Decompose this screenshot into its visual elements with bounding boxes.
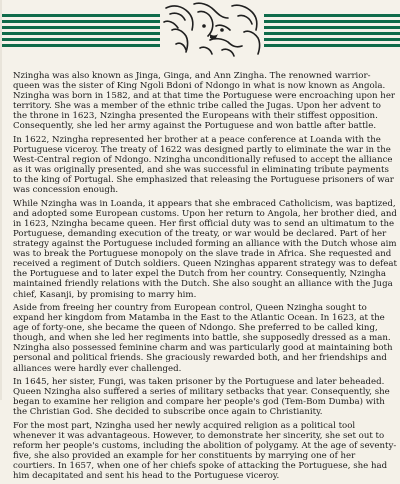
paragraph: Nzingha was also known as Jinga, Ginga, and Ann Zingha. The renowned warrior-queen was the sister of King Ngoli Bdoni of Ndongo in what is now known as Angola. Nzingha was born in 1582, and at that time the Portuguese were encroaching upon her territory. She was a member of the ethnic tribe called the Jugas. Upon her advent to the throne in 1623, Nzingha presented the Europeans with their stiffest opposition. Consequently, she led her army against the Portuguese and won battle after battle. (13, 71, 396, 132)
article-body (13, 71, 397, 484)
paragraph: Aside from freeing her country from European control, Queen Nzingha sought to expand her kingdom from Matamba in the East to the Atlantic Ocean. In 1623, at the age of forty-one, she became the queen of Ndongo. She preferred to be called king, though, and when she led her regiments into battle, she supposedly dressed as a man. Nzingha also possessed feminine charm and was particularly good at maintaining both personal and political friends. She graciously rewarded both, and her friendships and alliances were hardly ever challenged. (13, 302, 393, 374)
paragraph: For the most part, Nzingha used her newly acquired religion as a political tool whenever it was advantageous. However, to demonstrate her sincerity, she set out to reform her people's customs, including the abolition of polygamy. At the age of seventy-five, she also provided an example for her constituents by marrying one of her courtiers. In 1657, when one of her chiefs spoke of attacking the Portuguese, she had him decapitated and sent his head to the Portuguese viceroy. (13, 420, 397, 482)
paragraph: In 1645, her sister, Fungi, was taken prisoner by the Portuguese and later beheaded. Queen Nzingha also suffered a series of military setbacks that year. Consequently, she began to examine her religion and compare her people's god (Tem-Bom Dumba) with the Christian God. She decided to subscribe once again to Christianity. (13, 376, 390, 418)
header-band (2, 0, 400, 60)
paragraph: In 1622, Nzingha represented her brother at a peace conference at Loanda with the Portuguese viceroy. The treaty of 1622 was designed partly to eliminate the war in the West-Central region of Ndongo. Nzingha unconditionally refused to accept the alliance as it was originally presented, and she was successful in eliminating tribute payments to the king of Portugal. She emphasized that releasing the Portuguese prisoners of war was concession enough. (13, 134, 394, 196)
paragraph: While Nzingha was in Loanda, it appears that she embraced Catholicism, was baptized, and adopted some European customs. Upon her return to Angola, her brother died, and in 1623, Nzingha became queen. Her first official duty was to send an ultimatum to the Portuguese, demanding execution of the treaty, or war would be declared. Part of her strategy against the Portuguese included forming an alliance with the Dutch whose aim was to break the Portuguese monopoly on the slave trade in Africa. She requested and received a regiment of Dutch soldiers. Queen Nzinghas apparent strategy was to defeat the Portuguese and to later expel the Dutch from her country. Consequently, Nzingha maintained friendly relations with the Dutch. She also sought an alliance with the Juga chief, Kasanji, by promising to marry him. (13, 198, 397, 300)
portrait-illustration-icon (152, 0, 272, 60)
